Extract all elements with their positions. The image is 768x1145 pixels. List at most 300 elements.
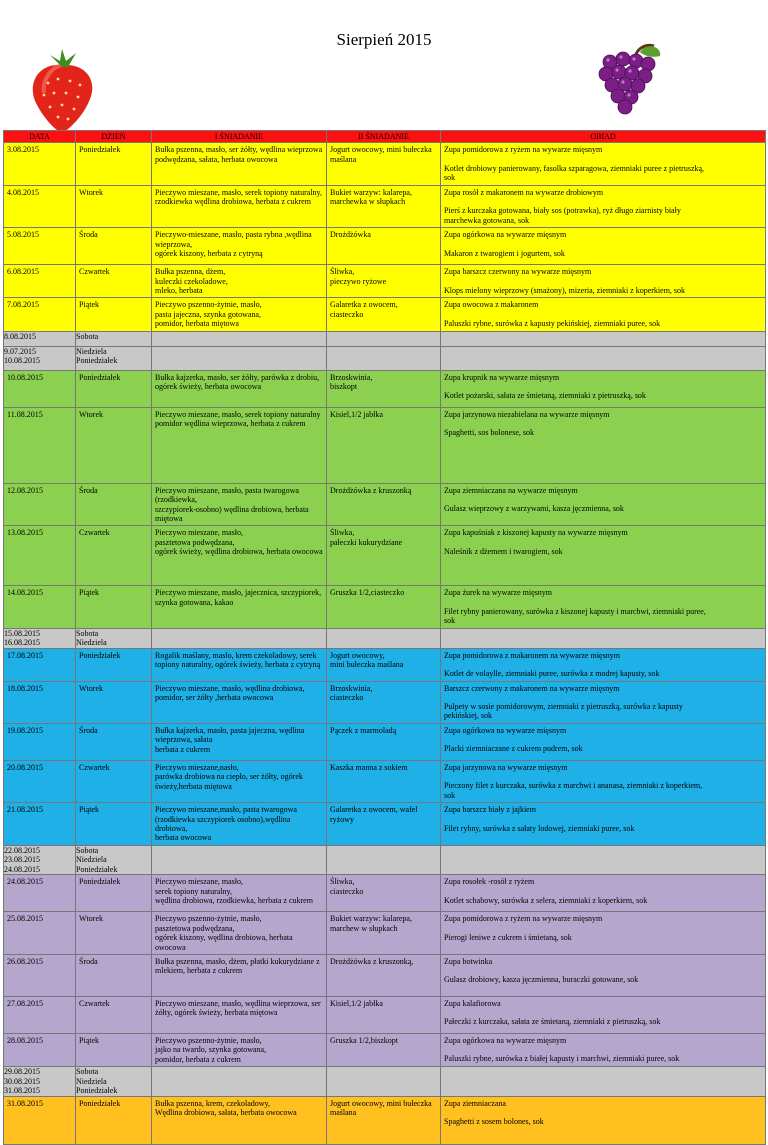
date-cell	[4, 1033, 76, 1066]
date-cell	[4, 526, 76, 586]
day-cell	[76, 760, 152, 802]
day-text: Sobota	[76, 628, 99, 638]
date-cell	[4, 370, 76, 407]
breakfast-cell	[152, 143, 327, 185]
breakfast-cell	[152, 954, 327, 996]
breakfast-cell	[152, 845, 327, 874]
menu-row	[4, 648, 766, 681]
second-breakfast-cell	[327, 346, 441, 370]
second-breakfast-text: Kaszka manna z sokiem	[330, 762, 408, 772]
second-breakfast-text: maślana	[330, 1108, 357, 1117]
breakfast-cell	[152, 996, 327, 1033]
second-breakfast-text: Drożdżówka	[330, 230, 371, 240]
header-dinner: OBIAD	[441, 131, 766, 143]
second-breakfast-text: ciasteczko	[330, 886, 364, 896]
day-text: Środa	[79, 230, 98, 240]
menu-row	[4, 760, 766, 802]
breakfast-text: Pieczywo pszenno-żytnie, masło,	[155, 300, 262, 310]
breakfast-text: wieprzowa,	[155, 239, 193, 249]
dinner-text: Pałeczki z kurczaka, sałata ze śmietaną, ziemniaki z pietruszką, sok	[444, 1017, 661, 1027]
dinner-text: Naleśnik z dżemem i twarogiem, sok	[444, 546, 563, 556]
breakfast-cell	[152, 648, 327, 681]
breakfast-text: Bułka pszenna, masło, ser żółty, wędlina wieprzowa	[155, 145, 323, 155]
date-text: 11.08.2015	[7, 409, 43, 419]
dinner-cell	[441, 228, 766, 265]
date-text: 14.08.2015	[7, 588, 43, 598]
breakfast-text: Pieczywo mieszane, masło, jajecznica, szczypiorek,	[155, 588, 322, 598]
second-breakfast-cell	[327, 185, 441, 227]
dinner-text: Pierś z kurczaka gotowana, biały sos (potrawka), ryż długo ziarnisty biały	[444, 206, 681, 216]
menu-row	[4, 228, 766, 265]
dinner-text: Zupa kapuśniak z kiszonej kapusty na wywarze mięsnym	[444, 528, 628, 538]
day-text: Poniedziałek	[79, 877, 121, 887]
day-text: Sobota	[76, 845, 99, 855]
date-cell	[4, 648, 76, 681]
second-breakfast-text: mini bułeczka maślana	[330, 660, 404, 670]
day-text: Poniedziałek	[79, 372, 121, 382]
breakfast-text: Bułka pszenna, krem, czekoladowy,	[155, 1098, 270, 1108]
header-day: DZIEŃ	[76, 131, 152, 143]
day-text: Sobota	[76, 331, 99, 341]
day-text: Wtorek	[79, 683, 103, 693]
dinner-cell	[441, 723, 766, 760]
dinner-text: Makaron z twarogiem i jogurtem, sok	[444, 248, 565, 258]
second-breakfast-cell	[327, 265, 441, 298]
second-breakfast-text: Kisiel,1/2 jabłka	[330, 998, 383, 1008]
second-breakfast-cell	[327, 803, 441, 846]
dinner-text: Klops mielony wieprzowy (smażony), mizeria, ziemniaki z koperkiem, sok	[444, 285, 686, 295]
day-text: Poniedziałek	[79, 1098, 121, 1108]
date-text: 6.08.2015	[7, 267, 39, 277]
breakfast-text: żółty, ogórek świeży, herbata miętowa	[155, 1008, 278, 1018]
dinner-text: Zupa pomidorowa z ryżem na wywarze mięsnym	[444, 914, 603, 924]
breakfast-text: ogórek świeży, herbata owocowa	[155, 382, 262, 392]
date-cell	[4, 954, 76, 996]
breakfast-cell	[152, 298, 327, 331]
breakfast-text: świeży,herbata miętowa	[155, 781, 232, 791]
second-breakfast-text: Galaretka z owocem, wafel	[330, 805, 418, 815]
second-breakfast-cell	[327, 1033, 441, 1066]
second-breakfast-text: Kisiel,1/2 jabłka	[330, 409, 383, 419]
menu-row	[4, 912, 766, 955]
day-cell	[76, 331, 152, 346]
date-text: 23.08.2015	[4, 855, 40, 865]
date-text: 15.08.2015	[4, 628, 40, 638]
date-text: 12.08.2015	[7, 485, 43, 495]
dinner-cell	[441, 586, 766, 628]
date-text: 10.08.2015	[7, 372, 43, 382]
day-text: Niedziela	[76, 638, 107, 648]
breakfast-cell	[152, 346, 327, 370]
breakfast-text: rzodkiewka wędlina drobiowa, herbata z cukrem	[155, 197, 311, 207]
dinner-text: Gulasz drobiowy, kasza jęczmienna, buraczki gotowane, sok	[444, 975, 639, 985]
breakfast-text: pasztetowa podwędzana,	[155, 923, 235, 933]
breakfast-text: (rzodkiewka szczypiorek osobno),wędlina drobiowa,	[155, 814, 291, 833]
breakfast-text: Pieczywo mieszane,masło, pasta twarogowa	[155, 805, 297, 815]
date-cell	[4, 346, 76, 370]
breakfast-text: jajko na twardo, szynka gotowana,	[155, 1045, 267, 1055]
day-cell	[76, 298, 152, 331]
day-text: Piątek	[79, 1035, 99, 1045]
dinner-cell	[441, 845, 766, 874]
second-breakfast-cell	[327, 407, 441, 483]
date-text: 18.08.2015	[7, 683, 43, 693]
dinner-cell	[441, 185, 766, 227]
date-cell	[4, 483, 76, 526]
dinner-text: Kotlet schabowy, surówka z selera, ziemniaki z koperkiem, sok	[444, 895, 648, 905]
dinner-text: marchewka gotowana, sok	[444, 215, 530, 225]
day-text: Sobota	[76, 1067, 99, 1077]
menu-row	[4, 803, 766, 846]
breakfast-text: herbata owocowa	[155, 833, 212, 843]
dinner-text: Filet rybny, surówka z sałaty lodowej, ziemniaki puree, sok	[444, 823, 635, 833]
page-title: Sierpień 2015	[336, 30, 432, 49]
menu-row	[4, 586, 766, 628]
breakfast-cell	[152, 370, 327, 407]
dinner-cell	[441, 265, 766, 298]
menu-row	[4, 370, 766, 407]
dinner-cell	[441, 143, 766, 185]
day-cell	[76, 628, 152, 648]
date-cell	[4, 628, 76, 648]
second-breakfast-cell	[327, 298, 441, 331]
dinner-text: Zupa żurek na wywarze mięsnym	[444, 588, 552, 598]
breakfast-text: ogórek kiszony, wędlina drobiowa, herbata owocowa	[155, 933, 293, 952]
dinner-cell	[441, 1067, 766, 1096]
second-breakfast-text: marchew w słupkach	[330, 923, 398, 933]
date-text: 7.08.2015	[7, 300, 39, 310]
date-cell	[4, 185, 76, 227]
dinner-cell	[441, 1033, 766, 1066]
breakfast-text: (rzodkiewka,	[155, 495, 197, 505]
second-breakfast-cell	[327, 228, 441, 265]
day-cell	[76, 681, 152, 723]
breakfast-text: topiony naturalny, ogórek świeży, herbata z cytryną	[155, 660, 321, 670]
dinner-text: sok	[444, 173, 456, 183]
breakfast-text: szynka gotowana, kakao	[155, 597, 234, 607]
day-cell	[76, 407, 152, 483]
date-text: 30.08.2015	[4, 1076, 40, 1086]
breakfast-cell	[152, 331, 327, 346]
day-cell	[76, 803, 152, 846]
menu-row	[4, 723, 766, 760]
breakfast-text: Pieczywo mieszane, masło,	[155, 528, 243, 538]
second-breakfast-text: Gruszka 1/2,ciasteczko	[330, 588, 405, 598]
breakfast-cell	[152, 1033, 327, 1066]
breakfast-text: wędlina drobiowa, rzodkiewka, herbata z cukrem	[155, 896, 313, 906]
dinner-cell	[441, 370, 766, 407]
menu-row	[4, 996, 766, 1033]
second-breakfast-cell	[327, 143, 441, 185]
second-breakfast-cell	[327, 845, 441, 874]
dinner-cell	[441, 648, 766, 681]
breakfast-cell	[152, 723, 327, 760]
breakfast-text: pomidor, ser żółty ,herbata owocowa	[155, 692, 274, 702]
date-text: 9.07.2015	[4, 346, 36, 356]
day-cell	[76, 370, 152, 407]
breakfast-cell	[152, 483, 327, 526]
breakfast-text: Rogalik maślany, masło, krem czekoladowy, serek	[155, 650, 317, 660]
breakfast-text: herbata z cukrem	[155, 744, 211, 754]
dinner-text: Kotlet drobiowy panierowany, fasolka szparagowa, ziemniaki puree z pietruszką,	[444, 163, 705, 173]
breakfast-cell	[152, 407, 327, 483]
header-date: DATA	[4, 131, 76, 143]
date-text: 24.08.2015	[7, 877, 43, 887]
menu-row	[4, 954, 766, 996]
date-text: 25.08.2015	[7, 914, 43, 924]
day-text: Poniedziałek	[76, 864, 118, 874]
date-text: 24.08.2015	[4, 864, 40, 874]
dinner-text: Kotlet pożarski, sałata ze śmietaną, ziemniaki z pietruszką, sok	[444, 391, 646, 401]
menu-row	[4, 1067, 766, 1096]
dinner-cell	[441, 875, 766, 912]
date-text: 10.08.2015	[4, 356, 40, 366]
menu-row	[4, 483, 766, 526]
breakfast-cell	[152, 1096, 327, 1144]
second-breakfast-cell	[327, 648, 441, 681]
second-breakfast-text: Bukiet warzyw: kalarepa,	[330, 187, 412, 197]
day-text: Wtorek	[79, 914, 103, 924]
day-cell	[76, 845, 152, 874]
date-cell	[4, 1067, 76, 1096]
breakfast-cell	[152, 912, 327, 955]
date-cell	[4, 143, 76, 185]
dinner-text: pekińskiej, sok	[444, 711, 492, 721]
breakfast-text: Bułka kajzerka, masło, pasta jajeczna, wędlina	[155, 725, 305, 735]
date-cell	[4, 331, 76, 346]
day-cell	[76, 143, 152, 185]
breakfast-text: serek topiony naturalny,	[155, 886, 233, 896]
breakfast-text: Pieczywo mieszane, masło, wędlina drobiowa,	[155, 683, 305, 693]
day-cell	[76, 346, 152, 370]
dinner-text: Zupa rosołek -rosół z ryżem	[444, 877, 535, 887]
breakfast-text: Bułka pszenna, masło, dżem, płatki kukurydziane z	[155, 956, 320, 966]
breakfast-text: Pieczywo mieszane, masło, serek topiony naturalny,	[155, 187, 322, 197]
breakfast-text: wieprzowa, sałata	[155, 735, 213, 745]
day-cell	[76, 228, 152, 265]
breakfast-text: Pieczywo mieszane, masło, serek topiony naturalny	[155, 409, 321, 419]
second-breakfast-text: Brzoskwinia,	[330, 683, 373, 693]
breakfast-cell	[152, 185, 327, 227]
breakfast-text: Pieczywo-mieszane, masło, pasta rybna ,wędlina	[155, 230, 312, 240]
day-text: Niedziela	[76, 346, 107, 356]
date-cell	[4, 996, 76, 1033]
dinner-cell	[441, 298, 766, 331]
second-breakfast-text: Drożdżówka z kruszonką,	[330, 956, 414, 966]
date-cell	[4, 407, 76, 483]
menu-table	[3, 130, 766, 1145]
second-breakfast-text: Drożdżówka z kruszonką	[330, 485, 412, 495]
day-cell	[76, 912, 152, 955]
day-text: Środa	[79, 485, 98, 495]
date-cell	[4, 681, 76, 723]
dinner-cell	[441, 681, 766, 723]
date-text: 8.08.2015	[4, 331, 36, 341]
dinner-cell	[441, 803, 766, 846]
breakfast-cell	[152, 681, 327, 723]
day-text: Poniedziałek	[76, 356, 118, 366]
second-breakfast-text: Brzoskwinia,	[330, 372, 373, 382]
breakfast-text: ogórek świeży, wędlina drobiowa, herbata owocowa	[155, 547, 323, 557]
date-text: 27.08.2015	[7, 998, 43, 1008]
date-text: 17.08.2015	[7, 650, 43, 660]
breakfast-text: miętowa	[155, 514, 183, 523]
day-text: Wtorek	[79, 409, 103, 419]
day-text: Wtorek	[79, 187, 103, 197]
breakfast-text: podwędzana, sałata, herbata owocowa	[155, 154, 278, 164]
dinner-cell	[441, 483, 766, 526]
menu-row	[4, 845, 766, 874]
dinner-cell	[441, 526, 766, 586]
breakfast-text: Bułka kajzerka, masło, ser żółty, parówka z drobiu,	[155, 372, 320, 382]
breakfast-text: Pieczywo pszenno-żytnie, masło,	[155, 1035, 262, 1045]
date-cell	[4, 298, 76, 331]
date-cell	[4, 803, 76, 846]
second-breakfast-text: pałeczki kukurydziane	[330, 537, 403, 547]
day-cell	[76, 586, 152, 628]
second-breakfast-cell	[327, 996, 441, 1033]
breakfast-text: pomidor wędlina wieprzowa, herbata z cukrem	[155, 419, 306, 429]
dinner-text: Zupa ogórkowa na wywarze mięsnym	[444, 230, 567, 240]
breakfast-text: Pieczywo mieszane, masło, wędlina wieprzowa, ser	[155, 998, 321, 1008]
dinner-cell	[441, 407, 766, 483]
strawberry-icon	[22, 45, 102, 135]
breakfast-cell	[152, 228, 327, 265]
breakfast-cell	[152, 526, 327, 586]
dinner-cell	[441, 346, 766, 370]
dinner-cell	[441, 1096, 766, 1144]
breakfast-text: Pieczywo pszenno-żytnie, masło,	[155, 914, 262, 924]
day-cell	[76, 996, 152, 1033]
dinner-text: Zupa ogórkowa na wywarze mięsnym	[444, 725, 567, 735]
date-text: 31.08.2015	[7, 1098, 43, 1108]
second-breakfast-text: marchewka w słupkach	[330, 197, 406, 207]
dinner-text: Paluszki rybne, surówka z białej kapusty i marchwi, ziemniaki puree, sok	[444, 1054, 680, 1064]
second-breakfast-text: pieczywo ryżowe	[330, 276, 387, 286]
breakfast-text: mlekiem, herbata z cukrem	[155, 966, 243, 976]
second-breakfast-text: Pączek z marmoladą	[330, 725, 397, 735]
menu-row	[4, 143, 766, 185]
grapes-icon	[588, 40, 668, 120]
second-breakfast-text: Jogurt owocowy, mini bułeczka	[330, 145, 432, 155]
dinner-text: Zupa krupnik na wywarze mięsnym	[444, 372, 560, 382]
breakfast-cell	[152, 1067, 327, 1096]
breakfast-text: Bułka pszenna, dżem,	[155, 267, 226, 277]
second-breakfast-cell	[327, 723, 441, 760]
second-breakfast-cell	[327, 370, 441, 407]
date-text: 20.08.2015	[7, 762, 43, 772]
menu-row	[4, 1033, 766, 1066]
day-cell	[76, 875, 152, 912]
breakfast-text: parówka drobiowa na ciepło, ser żółty, ogórek	[155, 772, 303, 782]
second-breakfast-cell	[327, 628, 441, 648]
day-text: Poniedziałek	[79, 145, 121, 155]
date-text: 3.08.2015	[7, 145, 39, 155]
breakfast-text: szczypiorek-osobno) wędlina drobiowa, herbata	[155, 504, 309, 514]
day-cell	[76, 1033, 152, 1066]
day-cell	[76, 954, 152, 996]
second-breakfast-text: biszkopt	[330, 382, 358, 392]
date-text: 21.08.2015	[7, 805, 43, 815]
breakfast-text: pasta jajeczna, szynka gotowana,	[155, 309, 261, 319]
header-row	[4, 131, 766, 143]
second-breakfast-cell	[327, 586, 441, 628]
breakfast-text: Wędlina drobiowa, sałata, herbata owocowa	[155, 1108, 297, 1117]
day-cell	[76, 648, 152, 681]
second-breakfast-cell	[327, 760, 441, 802]
day-text: Czwartek	[79, 528, 110, 538]
second-breakfast-cell	[327, 526, 441, 586]
date-cell	[4, 723, 76, 760]
second-breakfast-text: Jogurt owocowy,	[330, 650, 385, 660]
dinner-text: Pieczony filet z kurczaka, surówka z marchwi i ananasa, ziemniaki z koperkiem,	[444, 781, 703, 791]
second-breakfast-cell	[327, 681, 441, 723]
dinner-text: Zupa pomidorowa z ryżem na wywarze mięsnym	[444, 145, 603, 155]
day-cell	[76, 1096, 152, 1144]
dinner-cell	[441, 996, 766, 1033]
date-text: 4.08.2015	[7, 187, 39, 197]
second-breakfast-cell	[327, 954, 441, 996]
menu-row	[4, 407, 766, 483]
dinner-text: Zupa ziemniaczana na wywarze mięsnym	[444, 485, 578, 495]
second-breakfast-text: ciasteczko	[330, 692, 364, 702]
breakfast-cell	[152, 586, 327, 628]
dinner-text: Pierogi leniwe z cukrem i śmietaną, sok	[444, 932, 572, 942]
menu-row	[4, 628, 766, 648]
menu-row	[4, 1096, 766, 1144]
dinner-text: Placki ziemniaczane z cukrem pudrem, sok	[444, 744, 583, 754]
dinner-text: Filet rybny panierowany, surówka z kiszonej kapusty i marchwi, ziemniaki puree,	[444, 606, 706, 616]
dinner-text: Zupa ziemniaczana	[444, 1098, 506, 1108]
day-cell	[76, 265, 152, 298]
date-text: 31.08.2015	[4, 1086, 40, 1096]
second-breakfast-cell	[327, 912, 441, 955]
breakfast-text: pomidor, herbata miętowa	[155, 319, 239, 329]
dinner-cell	[441, 331, 766, 346]
menu-row	[4, 331, 766, 346]
second-breakfast-text: Śliwka,	[330, 877, 355, 887]
day-cell	[76, 723, 152, 760]
dinner-text: Spaghetti z sosem bolones, sok	[444, 1117, 544, 1126]
dinner-text: Zupa barszcz biały z jajkiem	[444, 805, 536, 815]
second-breakfast-text: maślana	[330, 154, 357, 164]
second-breakfast-cell	[327, 331, 441, 346]
breakfast-text: mleko, herbata	[155, 285, 203, 295]
date-text: 13.08.2015	[7, 528, 43, 538]
dinner-text: Spaghetti, sos bolonese, sok	[444, 428, 534, 438]
breakfast-text: ogórek kiszony, herbata z cytryną	[155, 248, 263, 258]
breakfast-text: pasztetowa podwędzana,	[155, 537, 235, 547]
header-breakfast: I ŚNIADANIE	[152, 131, 327, 143]
menu-row	[4, 265, 766, 298]
day-cell	[76, 526, 152, 586]
day-text: Czwartek	[79, 998, 110, 1008]
date-cell	[4, 265, 76, 298]
day-cell	[76, 185, 152, 227]
date-text: 16.08.2015	[4, 638, 40, 648]
header-second-breakfast: II ŚNIADANIE	[327, 131, 441, 143]
date-cell	[4, 228, 76, 265]
day-text: Niedziela	[76, 855, 107, 865]
day-text: Czwartek	[79, 762, 110, 772]
breakfast-text: Pieczywo mieszane,nasło,	[155, 762, 239, 772]
day-text: Środa	[79, 956, 98, 966]
menu-row	[4, 875, 766, 912]
dinner-cell	[441, 954, 766, 996]
breakfast-text: kuleczki czekoladowe,	[155, 276, 228, 286]
date-text: 22.08.2015	[4, 845, 40, 855]
day-text: Piątek	[79, 588, 99, 598]
